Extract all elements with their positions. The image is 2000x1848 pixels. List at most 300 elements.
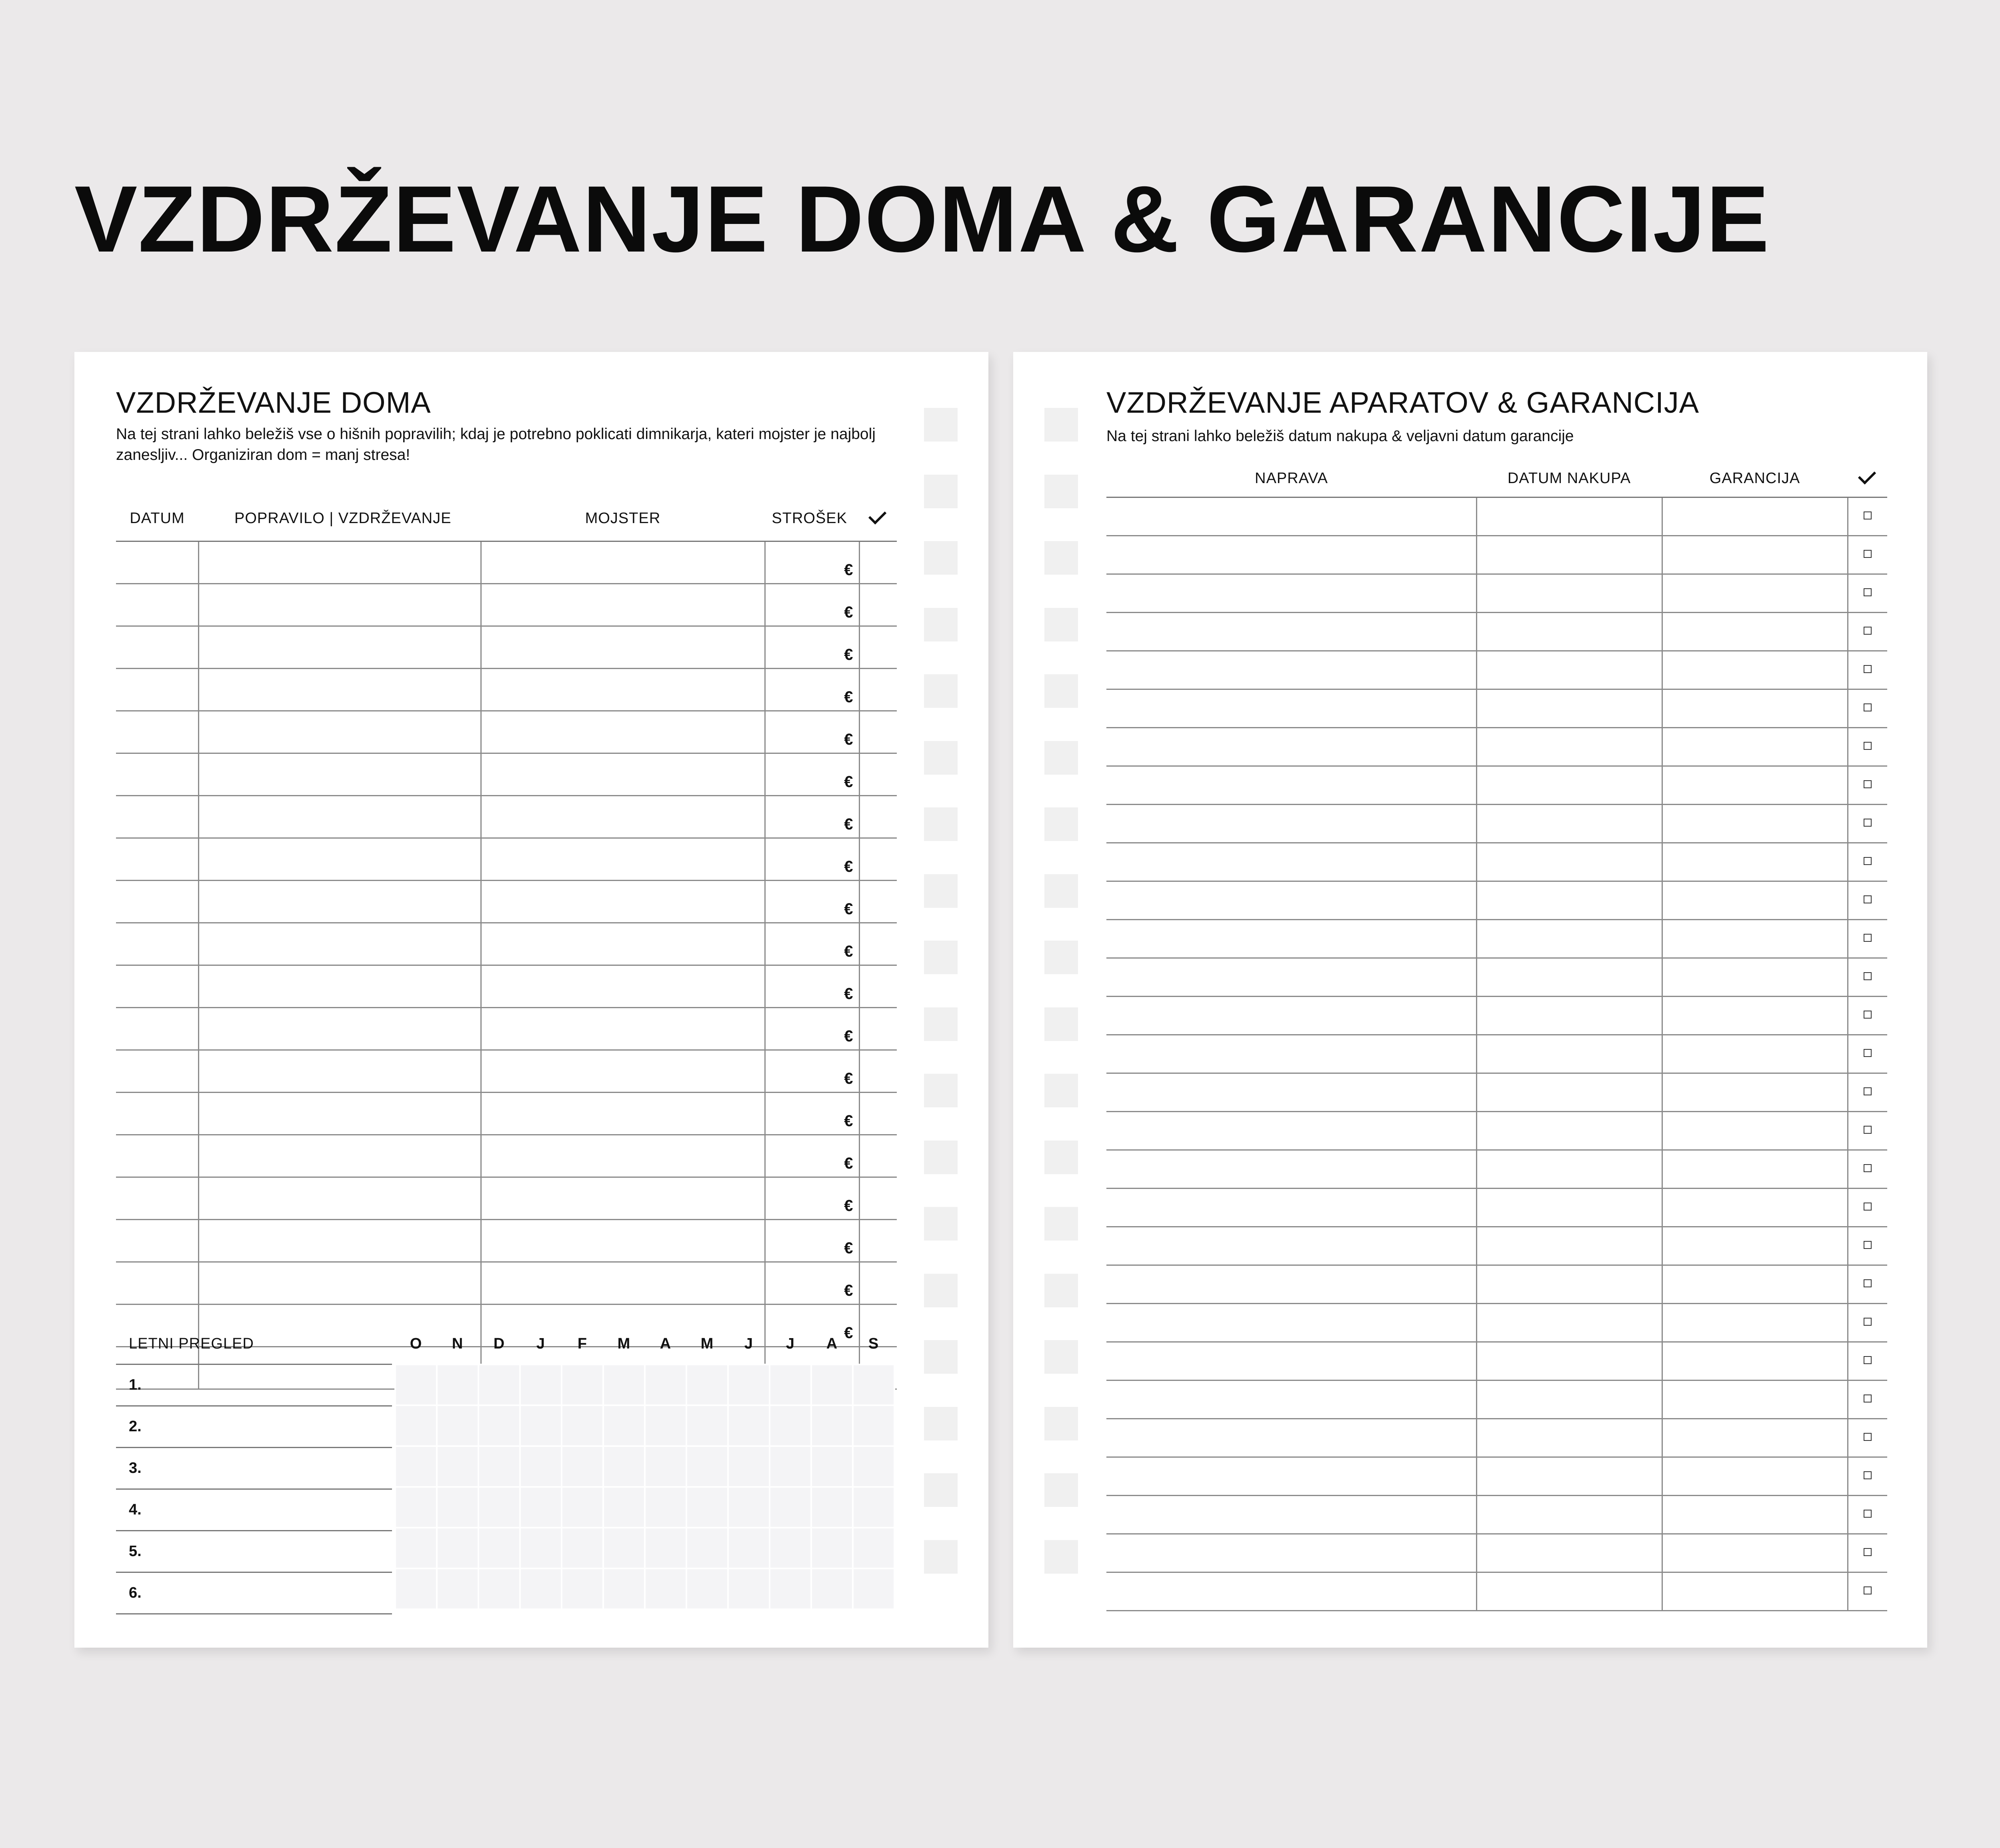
check-cell[interactable]	[859, 626, 897, 669]
cost-cell[interactable]: €	[765, 1262, 859, 1305]
entry-cell[interactable]	[481, 711, 765, 753]
month-cell[interactable]	[770, 1405, 811, 1446]
month-cell[interactable]	[437, 1405, 478, 1446]
checkbox[interactable]	[1864, 1011, 1872, 1019]
entry-cell[interactable]	[1106, 766, 1476, 805]
month-cell[interactable]	[562, 1365, 603, 1405]
checkbox[interactable]	[1864, 1126, 1872, 1134]
entry-cell[interactable]	[198, 669, 481, 711]
entry-cell[interactable]	[1662, 1457, 1848, 1496]
entry-cell[interactable]	[1662, 881, 1848, 920]
entry-cell[interactable]	[1106, 536, 1476, 574]
entry-cell[interactable]	[1476, 1342, 1662, 1381]
entry-cell[interactable]	[1662, 1073, 1848, 1112]
entry-cell[interactable]	[1662, 1342, 1848, 1381]
entry-cell[interactable]	[1476, 651, 1662, 689]
entry-cell[interactable]	[1662, 536, 1848, 574]
check-cell[interactable]	[859, 1135, 897, 1177]
month-cell[interactable]	[603, 1528, 645, 1568]
month-cell[interactable]	[437, 1487, 478, 1528]
month-cell[interactable]	[811, 1528, 853, 1568]
month-cell[interactable]	[395, 1528, 437, 1568]
month-cell[interactable]	[853, 1528, 894, 1568]
entry-cell[interactable]	[481, 923, 765, 965]
cost-cell[interactable]: €	[765, 838, 859, 881]
entry-cell[interactable]	[1476, 1073, 1662, 1112]
entry-cell[interactable]	[1662, 958, 1848, 997]
entry-cell[interactable]	[1106, 1265, 1476, 1304]
review-item[interactable]: 1.	[116, 1365, 392, 1406]
month-cell[interactable]	[562, 1405, 603, 1446]
entry-cell[interactable]	[1476, 1227, 1662, 1265]
month-cell[interactable]	[395, 1446, 437, 1487]
entry-cell[interactable]	[198, 1093, 481, 1135]
entry-cell[interactable]	[481, 838, 765, 881]
entry-cell[interactable]	[481, 669, 765, 711]
entry-cell[interactable]	[1106, 1112, 1476, 1150]
month-cell[interactable]	[603, 1365, 645, 1405]
month-cell[interactable]	[603, 1405, 645, 1446]
checkbox-cell[interactable]	[1848, 1419, 1887, 1457]
entry-cell[interactable]	[1476, 613, 1662, 651]
entry-cell[interactable]	[116, 753, 198, 796]
entry-cell[interactable]	[481, 541, 765, 584]
entry-cell[interactable]	[198, 541, 481, 584]
entry-cell[interactable]	[198, 711, 481, 753]
entry-cell[interactable]	[116, 584, 198, 626]
entry-cell[interactable]	[1662, 843, 1848, 881]
entry-cell[interactable]	[1106, 1304, 1476, 1342]
entry-cell[interactable]	[1106, 1227, 1476, 1265]
entry-cell[interactable]	[1476, 574, 1662, 613]
entry-cell[interactable]	[1476, 1304, 1662, 1342]
month-cell[interactable]	[520, 1487, 562, 1528]
entry-cell[interactable]	[198, 838, 481, 881]
entry-cell[interactable]	[1476, 1572, 1662, 1611]
entry-cell[interactable]	[1106, 574, 1476, 613]
review-item[interactable]: 5.	[116, 1531, 392, 1573]
checkbox[interactable]	[1864, 1510, 1872, 1518]
entry-cell[interactable]	[481, 881, 765, 923]
entry-cell[interactable]	[1476, 1496, 1662, 1534]
cost-cell[interactable]: €	[765, 965, 859, 1008]
month-cell[interactable]	[645, 1528, 686, 1568]
check-cell[interactable]	[859, 1050, 897, 1093]
checkbox-cell[interactable]	[1848, 689, 1887, 728]
checkbox[interactable]	[1864, 972, 1872, 980]
cost-cell[interactable]: €	[765, 1177, 859, 1220]
checkbox-cell[interactable]	[1848, 1189, 1887, 1227]
entry-cell[interactable]	[1662, 728, 1848, 766]
checkbox[interactable]	[1864, 1433, 1872, 1441]
checkbox-cell[interactable]	[1848, 1572, 1887, 1611]
checkbox-cell[interactable]	[1848, 1457, 1887, 1496]
checkbox[interactable]	[1864, 1548, 1872, 1556]
entry-cell[interactable]	[198, 1262, 481, 1305]
month-cell[interactable]	[811, 1446, 853, 1487]
month-cell[interactable]	[728, 1568, 770, 1609]
entry-cell[interactable]	[1106, 920, 1476, 958]
month-cell[interactable]	[728, 1405, 770, 1446]
entry-cell[interactable]	[1662, 1189, 1848, 1227]
entry-cell[interactable]	[1106, 958, 1476, 997]
entry-cell[interactable]	[1662, 1112, 1848, 1150]
entry-cell[interactable]	[1106, 651, 1476, 689]
entry-cell[interactable]	[1476, 1150, 1662, 1189]
entry-cell[interactable]	[1106, 805, 1476, 843]
entry-cell[interactable]	[198, 796, 481, 838]
entry-cell[interactable]	[481, 796, 765, 838]
checkbox[interactable]	[1864, 703, 1872, 711]
entry-cell[interactable]	[1662, 805, 1848, 843]
entry-cell[interactable]	[481, 1220, 765, 1262]
entry-cell[interactable]	[116, 1093, 198, 1135]
checkbox-cell[interactable]	[1848, 1227, 1887, 1265]
entry-cell[interactable]	[1476, 843, 1662, 881]
entry-cell[interactable]	[116, 965, 198, 1008]
checkbox-cell[interactable]	[1848, 1150, 1887, 1189]
month-cell[interactable]	[645, 1446, 686, 1487]
month-cell[interactable]	[770, 1365, 811, 1405]
month-cell[interactable]	[478, 1487, 520, 1528]
month-cell[interactable]	[562, 1446, 603, 1487]
checkbox-cell[interactable]	[1848, 1304, 1887, 1342]
entry-cell[interactable]	[1476, 1112, 1662, 1150]
check-cell[interactable]	[859, 584, 897, 626]
entry-cell[interactable]	[1662, 1572, 1848, 1611]
month-cell[interactable]	[520, 1568, 562, 1609]
entry-cell[interactable]	[1662, 1496, 1848, 1534]
checkbox-cell[interactable]	[1848, 805, 1887, 843]
month-cell[interactable]	[437, 1568, 478, 1609]
check-cell[interactable]	[859, 1093, 897, 1135]
entry-cell[interactable]	[1476, 920, 1662, 958]
month-cell[interactable]	[520, 1405, 562, 1446]
entry-cell[interactable]	[1106, 843, 1476, 881]
month-cell[interactable]	[853, 1405, 894, 1446]
month-cell[interactable]	[770, 1568, 811, 1609]
cost-cell[interactable]: €	[765, 923, 859, 965]
cost-cell[interactable]: €	[765, 541, 859, 584]
entry-cell[interactable]	[116, 881, 198, 923]
check-cell[interactable]	[859, 753, 897, 796]
cost-cell[interactable]: €	[765, 584, 859, 626]
month-cell[interactable]	[853, 1365, 894, 1405]
check-cell[interactable]	[859, 796, 897, 838]
entry-cell[interactable]	[116, 669, 198, 711]
month-cell[interactable]	[853, 1487, 894, 1528]
checkbox[interactable]	[1864, 857, 1872, 865]
month-cell[interactable]	[520, 1528, 562, 1568]
check-cell[interactable]	[859, 923, 897, 965]
checkbox-cell[interactable]	[1848, 651, 1887, 689]
checkbox[interactable]	[1864, 934, 1872, 942]
month-cell[interactable]	[603, 1568, 645, 1609]
entry-cell[interactable]	[481, 753, 765, 796]
entry-cell[interactable]	[1476, 1534, 1662, 1572]
entry-cell[interactable]	[1476, 881, 1662, 920]
month-cell[interactable]	[395, 1365, 437, 1405]
check-cell[interactable]	[859, 711, 897, 753]
entry-cell[interactable]	[1476, 1035, 1662, 1073]
entry-cell[interactable]	[1476, 766, 1662, 805]
checkbox[interactable]	[1864, 1279, 1872, 1287]
checkbox[interactable]	[1864, 588, 1872, 596]
checkbox-cell[interactable]	[1848, 497, 1887, 536]
check-cell[interactable]	[859, 881, 897, 923]
entry-cell[interactable]	[481, 1093, 765, 1135]
checkbox-cell[interactable]	[1848, 1534, 1887, 1572]
entry-cell[interactable]	[1476, 958, 1662, 997]
entry-cell[interactable]	[1106, 997, 1476, 1035]
entry-cell[interactable]	[1662, 1227, 1848, 1265]
month-cell[interactable]	[811, 1365, 853, 1405]
entry-cell[interactable]	[1106, 728, 1476, 766]
month-cell[interactable]	[811, 1405, 853, 1446]
checkbox-cell[interactable]	[1848, 766, 1887, 805]
month-cell[interactable]	[853, 1568, 894, 1609]
entry-cell[interactable]	[1662, 766, 1848, 805]
entry-cell[interactable]	[1662, 1381, 1848, 1419]
entry-cell[interactable]	[1106, 613, 1476, 651]
checkbox-cell[interactable]	[1848, 958, 1887, 997]
cost-cell[interactable]: €	[765, 753, 859, 796]
checkbox-cell[interactable]	[1848, 728, 1887, 766]
entry-cell[interactable]	[116, 1220, 198, 1262]
entry-cell[interactable]	[1106, 881, 1476, 920]
checkbox[interactable]	[1864, 742, 1872, 750]
checkbox-cell[interactable]	[1848, 843, 1887, 881]
entry-cell[interactable]	[1476, 728, 1662, 766]
month-cell[interactable]	[686, 1528, 728, 1568]
checkbox-cell[interactable]	[1848, 613, 1887, 651]
month-cell[interactable]	[478, 1405, 520, 1446]
checkbox[interactable]	[1864, 819, 1872, 827]
cost-cell[interactable]: €	[765, 1305, 859, 1347]
entry-cell[interactable]	[1106, 1189, 1476, 1227]
entry-cell[interactable]	[1662, 1419, 1848, 1457]
cost-cell[interactable]: €	[765, 626, 859, 669]
month-cell[interactable]	[770, 1487, 811, 1528]
entry-cell[interactable]	[481, 1177, 765, 1220]
checkbox-cell[interactable]	[1848, 536, 1887, 574]
entry-cell[interactable]	[1662, 1150, 1848, 1189]
month-cell[interactable]	[437, 1446, 478, 1487]
checkbox[interactable]	[1864, 665, 1872, 673]
entry-cell[interactable]	[1476, 997, 1662, 1035]
entry-cell[interactable]	[1662, 689, 1848, 728]
entry-cell[interactable]	[198, 626, 481, 669]
checkbox[interactable]	[1864, 1586, 1872, 1594]
checkbox[interactable]	[1864, 895, 1872, 903]
cost-cell[interactable]: €	[765, 1220, 859, 1262]
review-item[interactable]: 2.	[116, 1406, 392, 1448]
entry-cell[interactable]	[1106, 1496, 1476, 1534]
entry-cell[interactable]	[116, 1262, 198, 1305]
month-cell[interactable]	[478, 1568, 520, 1609]
cost-cell[interactable]: €	[765, 1050, 859, 1093]
month-cell[interactable]	[478, 1446, 520, 1487]
month-cell[interactable]	[520, 1446, 562, 1487]
entry-cell[interactable]	[116, 1135, 198, 1177]
checkbox[interactable]	[1864, 1087, 1872, 1095]
entry-cell[interactable]	[1662, 1534, 1848, 1572]
review-item[interactable]: 4.	[116, 1490, 392, 1531]
entry-cell[interactable]	[1106, 1419, 1476, 1457]
review-item[interactable]: 3.	[116, 1448, 392, 1490]
checkbox[interactable]	[1864, 1394, 1872, 1402]
month-cell[interactable]	[686, 1568, 728, 1609]
entry-cell[interactable]	[1106, 689, 1476, 728]
entry-cell[interactable]	[1106, 1073, 1476, 1112]
entry-cell[interactable]	[116, 1008, 198, 1050]
entry-cell[interactable]	[1476, 689, 1662, 728]
entry-cell[interactable]	[198, 753, 481, 796]
checkbox[interactable]	[1864, 1203, 1872, 1211]
month-cell[interactable]	[395, 1487, 437, 1528]
month-cell[interactable]	[686, 1365, 728, 1405]
checkbox[interactable]	[1864, 1471, 1872, 1479]
month-cell[interactable]	[728, 1487, 770, 1528]
check-cell[interactable]	[859, 1177, 897, 1220]
month-cell[interactable]	[811, 1568, 853, 1609]
month-cell[interactable]	[728, 1446, 770, 1487]
entry-cell[interactable]	[1106, 1035, 1476, 1073]
check-cell[interactable]	[859, 1262, 897, 1305]
month-cell[interactable]	[562, 1528, 603, 1568]
entry-cell[interactable]	[481, 584, 765, 626]
entry-cell[interactable]	[198, 1050, 481, 1093]
entry-cell[interactable]	[481, 1135, 765, 1177]
review-item[interactable]: 6.	[116, 1573, 392, 1614]
checkbox[interactable]	[1864, 550, 1872, 558]
entry-cell[interactable]	[1106, 1342, 1476, 1381]
entry-cell[interactable]	[481, 965, 765, 1008]
month-cell[interactable]	[478, 1528, 520, 1568]
entry-cell[interactable]	[1662, 997, 1848, 1035]
checkbox[interactable]	[1864, 1318, 1872, 1326]
check-cell[interactable]	[859, 541, 897, 584]
month-cell[interactable]	[770, 1446, 811, 1487]
month-cell[interactable]	[562, 1568, 603, 1609]
month-cell[interactable]	[395, 1568, 437, 1609]
month-cell[interactable]	[395, 1405, 437, 1446]
entry-cell[interactable]	[198, 881, 481, 923]
month-cell[interactable]	[728, 1528, 770, 1568]
entry-cell[interactable]	[1476, 536, 1662, 574]
entry-cell[interactable]	[116, 1050, 198, 1093]
month-cell[interactable]	[853, 1446, 894, 1487]
month-cell[interactable]	[686, 1487, 728, 1528]
entry-cell[interactable]	[481, 1262, 765, 1305]
checkbox-cell[interactable]	[1848, 1035, 1887, 1073]
entry-cell[interactable]	[198, 1135, 481, 1177]
entry-cell[interactable]	[198, 965, 481, 1008]
entry-cell[interactable]	[116, 626, 198, 669]
check-cell[interactable]	[859, 1220, 897, 1262]
month-cell[interactable]	[603, 1487, 645, 1528]
check-cell[interactable]	[859, 965, 897, 1008]
checkbox-cell[interactable]	[1848, 1265, 1887, 1304]
month-cell[interactable]	[603, 1446, 645, 1487]
entry-cell[interactable]	[198, 1220, 481, 1262]
month-cell[interactable]	[645, 1568, 686, 1609]
entry-cell[interactable]	[1662, 574, 1848, 613]
checkbox[interactable]	[1864, 627, 1872, 635]
cost-cell[interactable]: €	[765, 711, 859, 753]
month-cell[interactable]	[686, 1405, 728, 1446]
entry-cell[interactable]	[1106, 1150, 1476, 1189]
entry-cell[interactable]	[198, 1177, 481, 1220]
check-cell[interactable]	[859, 1008, 897, 1050]
month-cell[interactable]	[562, 1487, 603, 1528]
entry-cell[interactable]	[1476, 805, 1662, 843]
checkbox-cell[interactable]	[1848, 1342, 1887, 1381]
checkbox[interactable]	[1864, 1049, 1872, 1057]
checkbox[interactable]	[1864, 1241, 1872, 1249]
entry-cell[interactable]	[1476, 1381, 1662, 1419]
entry-cell[interactable]	[481, 626, 765, 669]
cost-cell[interactable]: €	[765, 881, 859, 923]
month-cell[interactable]	[811, 1487, 853, 1528]
entry-cell[interactable]	[1476, 1189, 1662, 1227]
check-cell[interactable]	[859, 669, 897, 711]
checkbox-cell[interactable]	[1848, 920, 1887, 958]
checkbox-cell[interactable]	[1848, 1381, 1887, 1419]
entry-cell[interactable]	[1106, 1457, 1476, 1496]
month-cell[interactable]	[645, 1365, 686, 1405]
entry-cell[interactable]	[116, 838, 198, 881]
entry-cell[interactable]	[198, 1008, 481, 1050]
entry-cell[interactable]	[1662, 1304, 1848, 1342]
entry-cell[interactable]	[1106, 1572, 1476, 1611]
entry-cell[interactable]	[1662, 1265, 1848, 1304]
checkbox[interactable]	[1864, 780, 1872, 788]
entry-cell[interactable]	[1476, 1265, 1662, 1304]
month-cell[interactable]	[770, 1528, 811, 1568]
checkbox[interactable]	[1864, 1356, 1872, 1364]
entry-cell[interactable]	[198, 923, 481, 965]
month-cell[interactable]	[728, 1365, 770, 1405]
cost-cell[interactable]: €	[765, 1093, 859, 1135]
entry-cell[interactable]	[1662, 613, 1848, 651]
month-cell[interactable]	[437, 1528, 478, 1568]
checkbox-cell[interactable]	[1848, 997, 1887, 1035]
month-cell[interactable]	[686, 1446, 728, 1487]
entry-cell[interactable]	[1662, 651, 1848, 689]
checkbox-cell[interactable]	[1848, 1073, 1887, 1112]
checkbox-cell[interactable]	[1848, 1112, 1887, 1150]
entry-cell[interactable]	[1662, 920, 1848, 958]
month-cell[interactable]	[437, 1365, 478, 1405]
month-cell[interactable]	[520, 1365, 562, 1405]
check-cell[interactable]	[859, 838, 897, 881]
entry-cell[interactable]	[1106, 1381, 1476, 1419]
checkbox-cell[interactable]	[1848, 881, 1887, 920]
entry-cell[interactable]	[1106, 497, 1476, 536]
checkbox[interactable]	[1864, 511, 1872, 519]
entry-cell[interactable]	[481, 1050, 765, 1093]
entry-cell[interactable]	[116, 796, 198, 838]
entry-cell[interactable]	[1662, 497, 1848, 536]
entry-cell[interactable]	[116, 711, 198, 753]
month-cell[interactable]	[478, 1365, 520, 1405]
entry-cell[interactable]	[1476, 1419, 1662, 1457]
entry-cell[interactable]	[116, 541, 198, 584]
month-cell[interactable]	[645, 1405, 686, 1446]
checkbox-cell[interactable]	[1848, 1496, 1887, 1534]
entry-cell[interactable]	[1662, 1035, 1848, 1073]
